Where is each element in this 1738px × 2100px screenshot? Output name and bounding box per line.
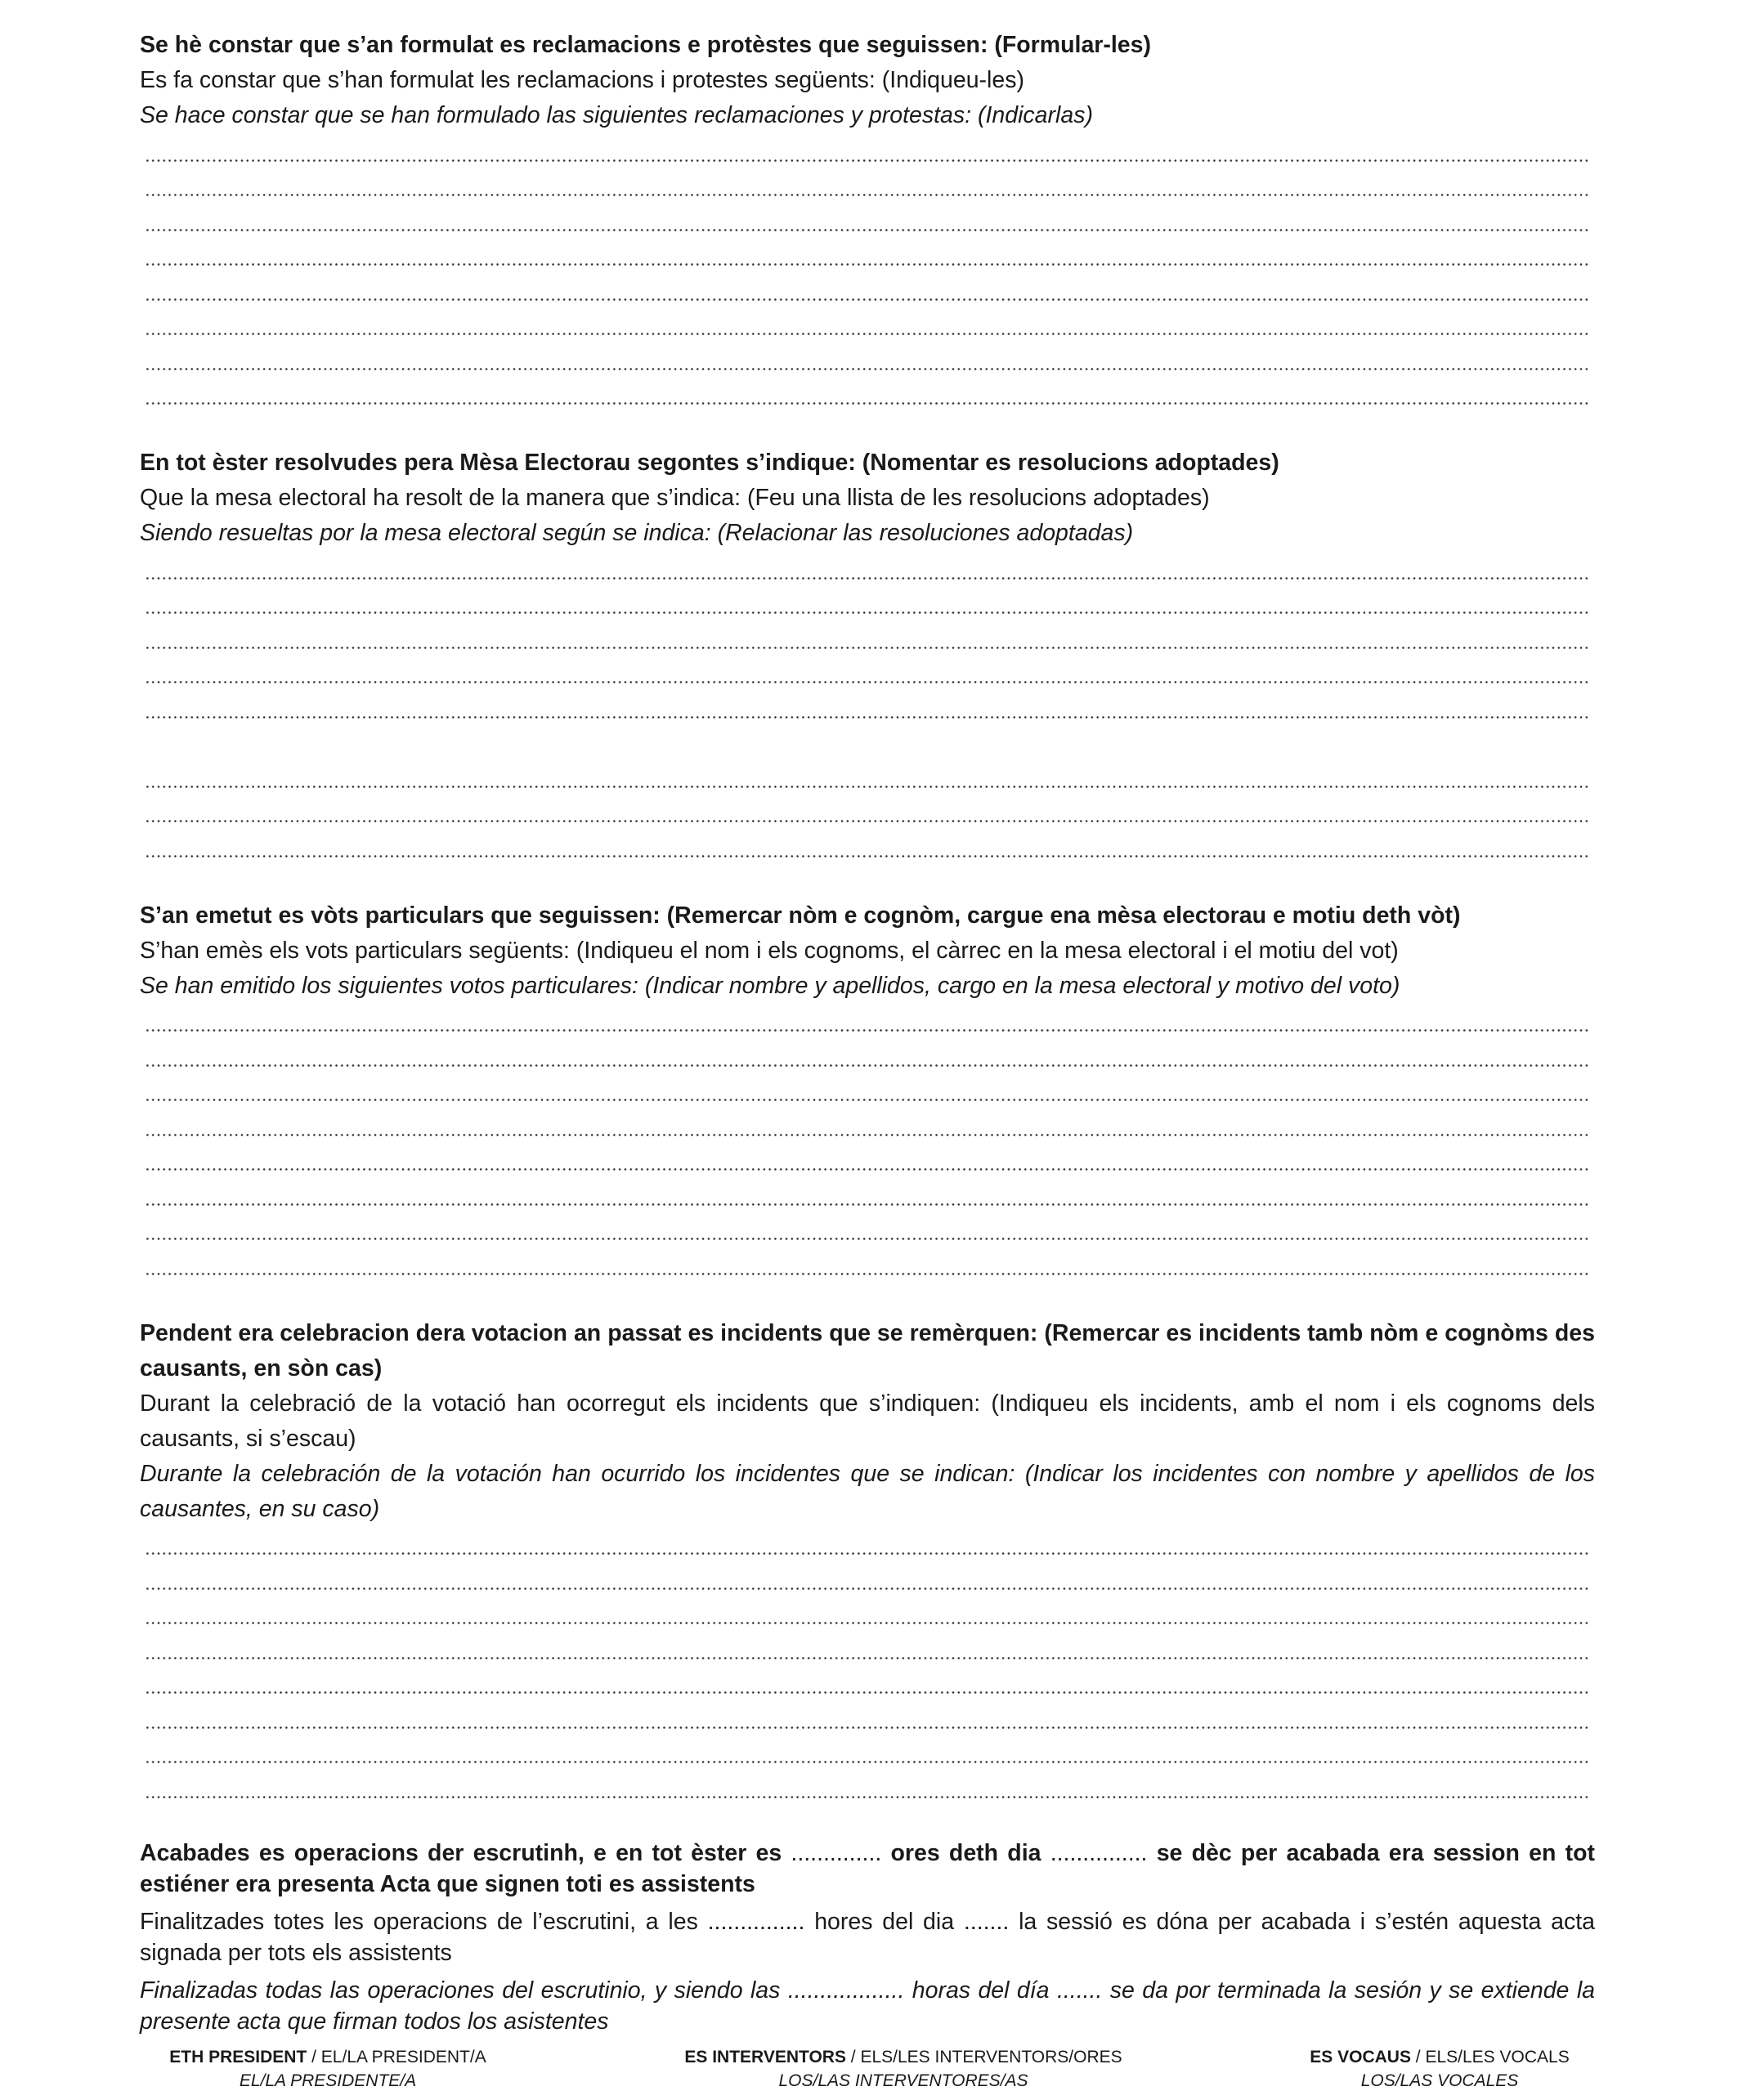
- answer-line[interactable]: [145, 795, 1590, 830]
- answer-line[interactable]: [145, 586, 1590, 621]
- answer-line[interactable]: [145, 620, 1590, 656]
- president-label-ca: / EL/LA PRESIDENT/A: [307, 2048, 486, 2066]
- incidents-heading-oc: Pendent era celebracion dera votacion an passat es incidents que se remèrquen: (Remercar es incidents tamb nòm e cognòms des causants, en sòn cas): [140, 1319, 1595, 1381]
- claims-answer-lines: [145, 133, 1590, 411]
- interventors-label-oc: ES INTERVENTORS: [684, 2048, 846, 2066]
- private-votes-section: [140, 898, 1595, 1282]
- claims-heading-es: Se hace constar que se han formulado las siguientes reclamaciones y protestas: (Indicarlas): [140, 102, 1093, 128]
- incidents-section: [140, 1316, 1595, 1805]
- spacer: [140, 1282, 1595, 1316]
- vocals-label-es: LOS/LAS VOCALES: [1360, 2071, 1519, 2090]
- claims-heading-oc: Se hè constar que s’an formulat es reclamacions e protèstes que seguissen: (Formular-les): [140, 32, 1151, 58]
- answer-line[interactable]: [145, 1004, 1590, 1039]
- spacer: [140, 864, 1595, 898]
- answer-line[interactable]: [145, 377, 1590, 412]
- answer-line[interactable]: [145, 1143, 1590, 1178]
- votes-heading-ca: S’han emès els vots particulars següents: (Indiqueu el nom i els cognoms, el càrrec en la mesa electoral i el motiu del vot): [140, 937, 1399, 964]
- closing-ca-part-c: la sessió es dóna per acabada i s’estén aquesta acta signada per tots els assistents: [140, 1908, 1595, 1966]
- votes-heading-es: Se han emitido los siguientes votos particulares: (Indicar nombre y apellidos, cargo en la mesa electoral y motivo del voto): [140, 972, 1400, 999]
- incidents-heading-es: Durante la celebración de la votación han ocurrido los incidentes que se indican: (Indicar los incidentes con nombre y apellidos de los causantes, en su caso): [140, 1460, 1595, 1522]
- answer-line[interactable]: [145, 1108, 1590, 1143]
- answer-line[interactable]: [145, 1735, 1590, 1771]
- answer-line[interactable]: [145, 1770, 1590, 1805]
- answer-line[interactable]: [145, 1631, 1590, 1666]
- resolutions-heading-oc: En tot èster resolvudes pera Mèsa Electorau segontes s’indique: (Nomentar es resolucions adoptades): [140, 450, 1279, 476]
- president-label-oc: ETH PRESIDENT: [169, 2048, 307, 2066]
- signature-vocals: [1284, 2045, 1595, 2093]
- answer-line[interactable]: [145, 551, 1590, 586]
- answer-line[interactable]: [145, 1177, 1590, 1212]
- answer-line[interactable]: [145, 1596, 1590, 1632]
- votes-heading-oc: S’an emetut es vòts particulars que seguissen: (Remercar nòm e cognòm, cargue ena mèsa electorau e motiu deth vòt): [140, 902, 1461, 929]
- answer-line[interactable]: [145, 1038, 1590, 1073]
- resolutions-heading-ca: Que la mesa electoral ha resolt de la manera que s’indica: (Feu una llista de les resolucions adoptades): [140, 485, 1210, 511]
- answer-line[interactable]: [145, 238, 1590, 273]
- day-blank-oc[interactable]: ...............: [1050, 1839, 1148, 1866]
- closing-text-ca: [140, 1906, 1595, 1968]
- claims-heading-ca: Es fa constar que s’han formulat les reclamacions i protestes següents: (Indiqueu-les): [140, 67, 1024, 93]
- answer-line[interactable]: [145, 1073, 1590, 1108]
- closing-text-oc: [140, 1838, 1595, 1900]
- answer-line[interactable]: [145, 307, 1590, 343]
- vocals-label-oc: ES VOCAUS: [1310, 2048, 1411, 2066]
- closing-es-part-c: se da por terminada la sesión y se extiende la presente acta que firman todos los asistentes: [140, 1977, 1595, 2035]
- resolutions-heading-es: Siendo resueltas por la mesa electoral según se indica: (Relacionar las resoluciones adoptadas): [140, 520, 1134, 546]
- closing-es-part-b: horas del día: [912, 1977, 1050, 2004]
- closing-ca-part-a: Finalitzades totes les operacions de l’escrutini, a les: [140, 1908, 698, 1935]
- closing-es-part-a: Finalizadas todas las operaciones del escrutinio, y siendo las: [140, 1977, 781, 2004]
- answer-line[interactable]: [145, 203, 1590, 238]
- interventors-label-ca: / ELS/LES INTERVENTORS/ORES: [845, 2048, 1122, 2066]
- votes-answer-lines: [145, 1004, 1590, 1282]
- answer-line[interactable]: [145, 168, 1590, 204]
- answer-line[interactable]: [145, 1700, 1590, 1735]
- president-label-es: EL/LA PRESIDENTE/A: [239, 2071, 417, 2090]
- spacer: [140, 1805, 1595, 1838]
- claims-section: [140, 28, 1595, 411]
- blank-gap: [145, 725, 1590, 760]
- answer-line[interactable]: [145, 759, 1590, 795]
- hour-blank-oc[interactable]: ..............: [791, 1839, 882, 1866]
- spacer: [140, 411, 1595, 446]
- answer-line[interactable]: [145, 1212, 1590, 1247]
- interventors-label-es: LOS/LAS INTERVENTORES/AS: [778, 2071, 1028, 2090]
- answer-line[interactable]: [145, 133, 1590, 168]
- resolutions-answer-lines: [145, 551, 1590, 864]
- answer-line[interactable]: [145, 656, 1590, 691]
- hour-blank-es[interactable]: ..................: [787, 1977, 905, 2004]
- answer-line[interactable]: [145, 1666, 1590, 1701]
- day-blank-ca[interactable]: .......: [963, 1908, 1010, 1935]
- answer-line[interactable]: [145, 829, 1590, 864]
- incidents-answer-lines: [145, 1527, 1590, 1805]
- closing-oc-part-c: se dèc per acabada era session en tot estiéner era presenta Acta que signen toti es assistents: [140, 1839, 1595, 1897]
- closing-text-es: [140, 1975, 1595, 2037]
- answer-line[interactable]: [145, 1561, 1590, 1596]
- answer-line[interactable]: [145, 1527, 1590, 1562]
- closing-oc-part-b: ores deth dia: [890, 1839, 1041, 1866]
- answer-line[interactable]: [145, 272, 1590, 307]
- closing-section: [140, 1838, 1595, 2037]
- answer-line[interactable]: [145, 1247, 1590, 1282]
- vocals-label-ca: / ELS/LES VOCALS: [1410, 2048, 1570, 2066]
- hour-blank-ca[interactable]: ...............: [707, 1908, 805, 1935]
- spacer: [140, 1900, 1595, 1906]
- signature-interventors: [650, 2045, 1157, 2093]
- day-blank-es[interactable]: .......: [1056, 1977, 1103, 2004]
- incidents-heading-ca: Durant la celebració de la votació han ocorregut els incidents que s’indiquen: (Indiqueu els incidents, amb el nom i els cognoms dels causants, si s’escau): [140, 1390, 1595, 1452]
- resolutions-section: [140, 446, 1595, 864]
- form-page: [140, 28, 1595, 2037]
- closing-oc-part-a: Acabades es operacions der escrutinh, e en tot èster es: [140, 1839, 782, 1866]
- closing-ca-part-b: hores del dia: [814, 1908, 955, 1935]
- answer-line[interactable]: [145, 690, 1590, 725]
- signature-president: [140, 2045, 516, 2093]
- spacer: [140, 1968, 1595, 1975]
- answer-line[interactable]: [145, 342, 1590, 377]
